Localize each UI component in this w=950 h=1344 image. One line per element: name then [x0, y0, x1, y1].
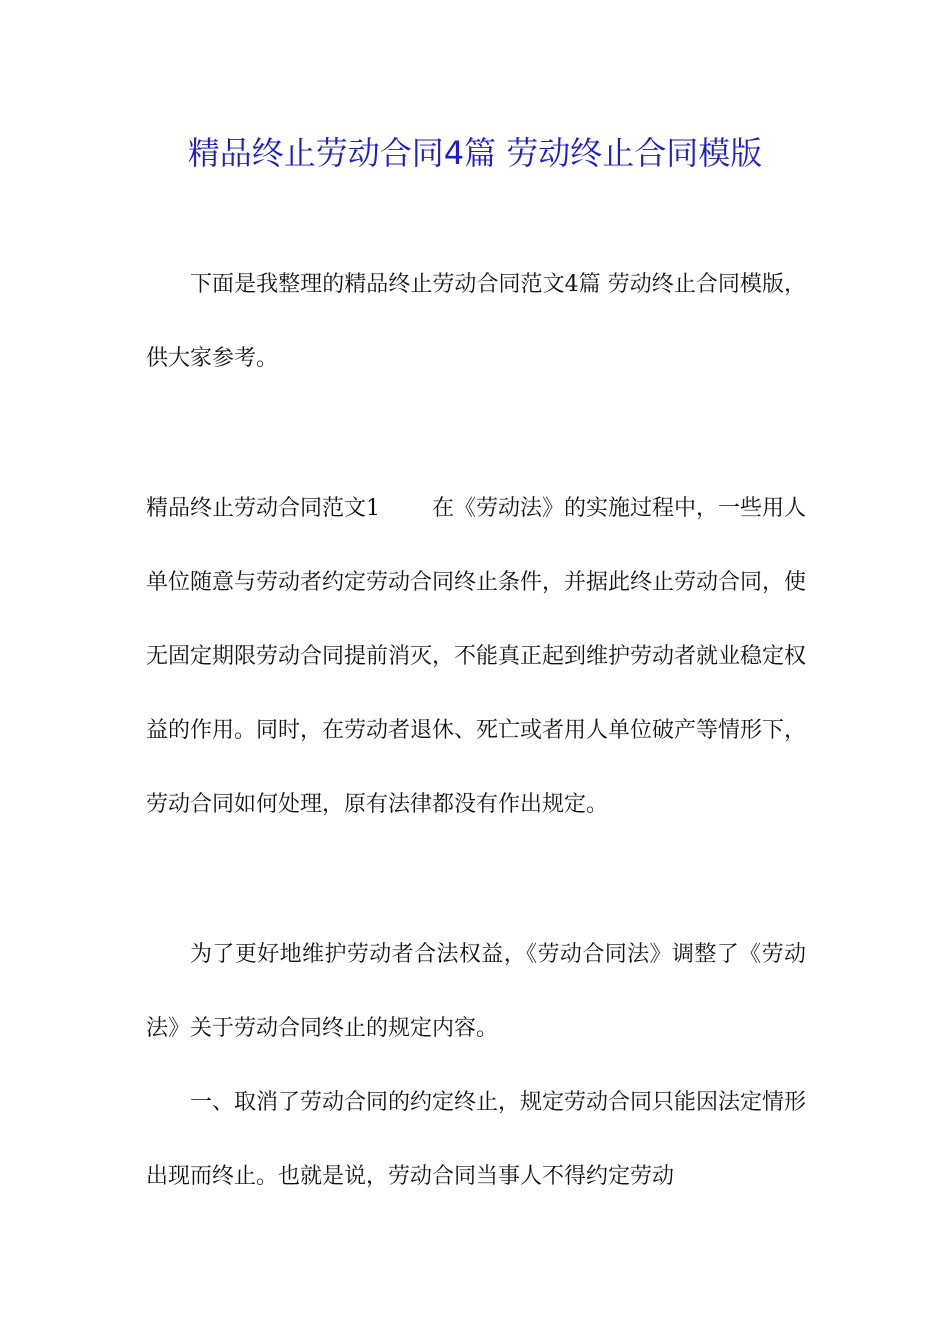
section-text: 在《劳动法》的实施过程中，一些用人单位随意与劳动者约定劳动合同终止条件，并据此终止劳动合同，使无固定期限劳动合同提前消灭，不能真正起到维护劳动者就业稳定权益的作用。同时，在劳动者退休、死亡或者用人单位破产等情形下，劳动合同如何处理，原有法律都没有作出规定。	[146, 496, 807, 817]
paragraph-3: 一、取消了劳动合同的约定终止，规定劳动合同只能因法定情形出现而终止。也就是说，劳动合同当事人不得约定劳动	[146, 1090, 807, 1189]
paragraph-2: 为了更好地维护劳动者合法权益，《劳动合同法》调整了《劳动法》关于劳动合同终止的规定内容。	[146, 942, 806, 1041]
section-paragraph	[146, 472, 806, 842]
document-title: 精品终止劳动合同4篇 劳动终止合同模版	[187, 134, 763, 172]
section-heading: 精品终止劳动合同范文1	[146, 496, 380, 521]
intro-paragraph: 下面是我整理的精品终止劳动合同范文4篇 劳动终止合同模版，供大家参考。	[146, 272, 806, 371]
